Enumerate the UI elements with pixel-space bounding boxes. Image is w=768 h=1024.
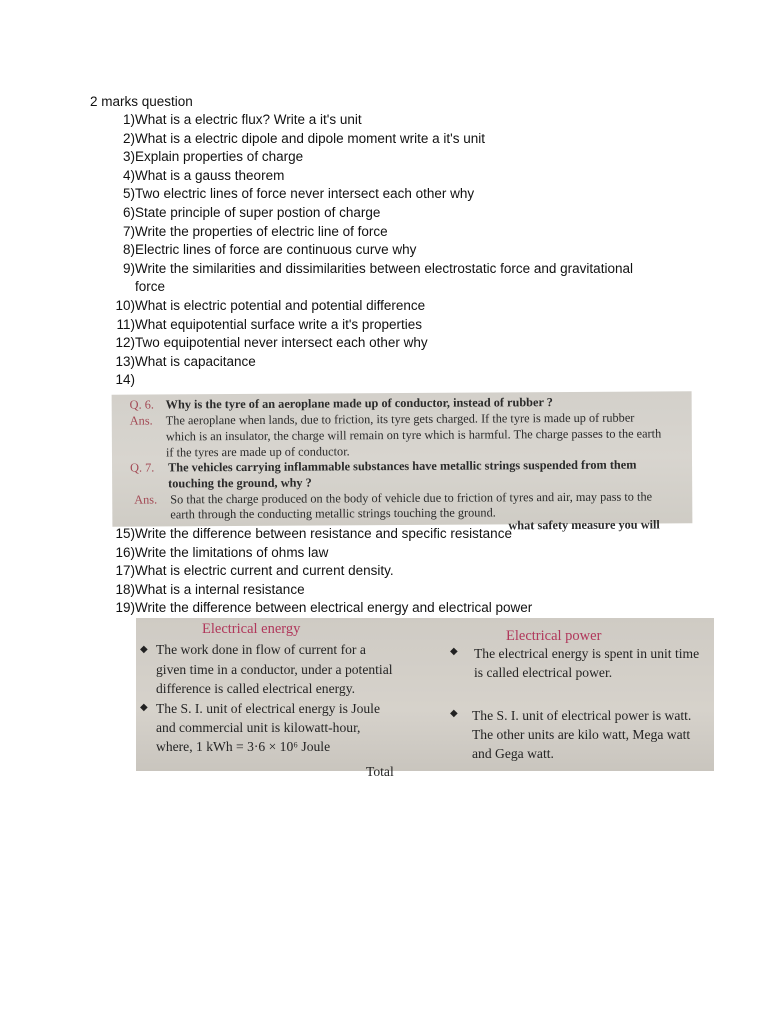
question-text: What is a electric flux? Write a it's unit [135, 112, 362, 127]
question-text: Explain properties of charge [135, 149, 304, 165]
question-item [112, 371, 672, 390]
bullet-icon: ◆ [140, 702, 148, 713]
q6-question: Why is the tyre of an aeroplane made up of conductor, instead of rubber ? [165, 395, 553, 412]
cut-off-line: Total [366, 764, 394, 779]
bullet-icon: ◆ [450, 646, 458, 657]
answer-line: if the tyres are made up of conductor. [165, 444, 350, 460]
question-number: 5) [122, 186, 135, 202]
question-item [112, 185, 672, 204]
question-text: What is capacitance [135, 353, 256, 369]
question-text: Write the similarities and dissimilarities between electrostatic force and gravitational force [135, 260, 633, 295]
question-text [135, 371, 672, 390]
page-heading: 2 marks question [90, 94, 193, 109]
question-text: Two equipotential never intersect each other why [135, 335, 428, 351]
question-number: 4) [122, 167, 135, 183]
question-item [112, 260, 672, 297]
bullet-icon: ◆ [450, 708, 458, 719]
question-number: 18) [115, 581, 135, 597]
question-item [112, 130, 672, 149]
power-unit-line: The other units are kilo watt, Mega watt [472, 727, 691, 742]
question-number: 3) [122, 149, 135, 165]
question-item [112, 562, 672, 581]
question-text: What is a gauss theorem [135, 167, 285, 183]
question-item [112, 167, 672, 186]
question-text: What is electric potential and potential difference [135, 297, 426, 313]
question-number: 13) [115, 353, 135, 369]
question-number: 15) [115, 526, 135, 541]
answer-label: Ans. [129, 413, 153, 428]
question-text: Write the limitations of ohms law [135, 544, 329, 560]
question-item [112, 204, 672, 223]
question-number: 16) [115, 544, 135, 560]
answer-label: Ans. [134, 492, 158, 507]
question-number: 12) [115, 335, 135, 351]
power-unit-line: and Gega watt. [472, 746, 554, 761]
question-number: 7) [122, 223, 135, 239]
energy-definition-line: difference is called electrical energy. [156, 681, 356, 696]
answer-line: So that the charge produced on the body of vehicle due to friction of tyres and air, may pass to the [170, 489, 653, 507]
answer-line: The aeroplane when lands, due to friction, its tyre gets charged. If the tyre is made up of rubber [165, 410, 635, 428]
question-item [112, 241, 672, 260]
textbook-photo-q6-q7 [112, 391, 693, 533]
textbook-photo-energy-vs-power [136, 618, 714, 779]
question-number: 9) [122, 260, 135, 276]
power-definition-line: The electrical energy is spent in unit time [474, 646, 700, 661]
question-item [112, 297, 672, 316]
question-text: Electric lines of force are continuous curve why [135, 242, 417, 258]
energy-definition-line: given time in a conductor, under a potential [156, 662, 393, 677]
question-number: 2) [122, 130, 135, 146]
question-text: Write the properties of electric line of force [135, 223, 388, 239]
question-number: 10) [115, 297, 135, 313]
question-item [112, 544, 672, 563]
question-number: 17) [115, 563, 135, 579]
q6-label: Q. 6. [129, 397, 154, 412]
question-item [112, 111, 672, 130]
question-text: Two electric lines of force never intersect each other why [135, 186, 475, 202]
question-text: What is a internal resistance [135, 581, 305, 597]
power-unit-line: The S. I. unit of electrical power is watt. [472, 708, 692, 723]
question-item [112, 334, 672, 353]
question-text: What is a electric dipole and dipole moment write a it's unit [135, 130, 485, 146]
question-item [112, 223, 672, 242]
q7-label: Q. 7. [130, 460, 155, 475]
question-text: What is electric current and current density. [135, 563, 394, 579]
energy-unit-line: The S. I. unit of electrical energy is Joule [156, 701, 380, 716]
question-list [112, 111, 672, 390]
energy-unit-line: where, 1 kWh = 3·6 × 10⁶ Joule [156, 739, 331, 754]
energy-definition-line: The work done in flow of current for a [156, 642, 366, 657]
question-item [112, 353, 672, 372]
energy-unit-line: and commercial unit is kilowatt-hour, [156, 720, 361, 735]
bullet-icon: ◆ [140, 644, 148, 655]
q7-question: touching the ground, why ? [168, 475, 312, 491]
question-number: 14) [115, 372, 135, 388]
question-text: What equipotential surface write a it's properties [135, 316, 422, 332]
question-list-continued [112, 525, 672, 618]
q7-question: The vehicles carrying inflammable substances have metallic strings suspended from them [168, 457, 637, 475]
question-item [112, 316, 672, 335]
question-item [112, 581, 672, 600]
question-number: 6) [122, 204, 135, 220]
question-text: Write the difference between resistance and specific resistance [135, 526, 512, 541]
question-text: Write the difference between electrical energy and electrical power [135, 600, 533, 616]
electrical-power-heading: Electrical power [506, 628, 602, 644]
question-number: 1) [122, 112, 135, 127]
question-number: 8) [122, 242, 135, 258]
power-definition-line: is called electrical power. [474, 665, 613, 680]
cut-off-line: what safety measure you will [508, 517, 660, 533]
question-text: State principle of super postion of charge [135, 204, 381, 220]
question-number: 19) [115, 600, 135, 616]
question-number: 11) [116, 316, 135, 332]
question-item [112, 148, 672, 167]
answer-line: earth through the conducting metallic strings touching the ground. [170, 505, 496, 522]
answer-line: which is an insulator, the charge will remain on tyre which is harmful. The charge passes to the earth [165, 426, 662, 444]
question-item [112, 525, 672, 544]
question-item [112, 599, 672, 618]
electrical-energy-heading: Electrical energy [202, 621, 301, 637]
